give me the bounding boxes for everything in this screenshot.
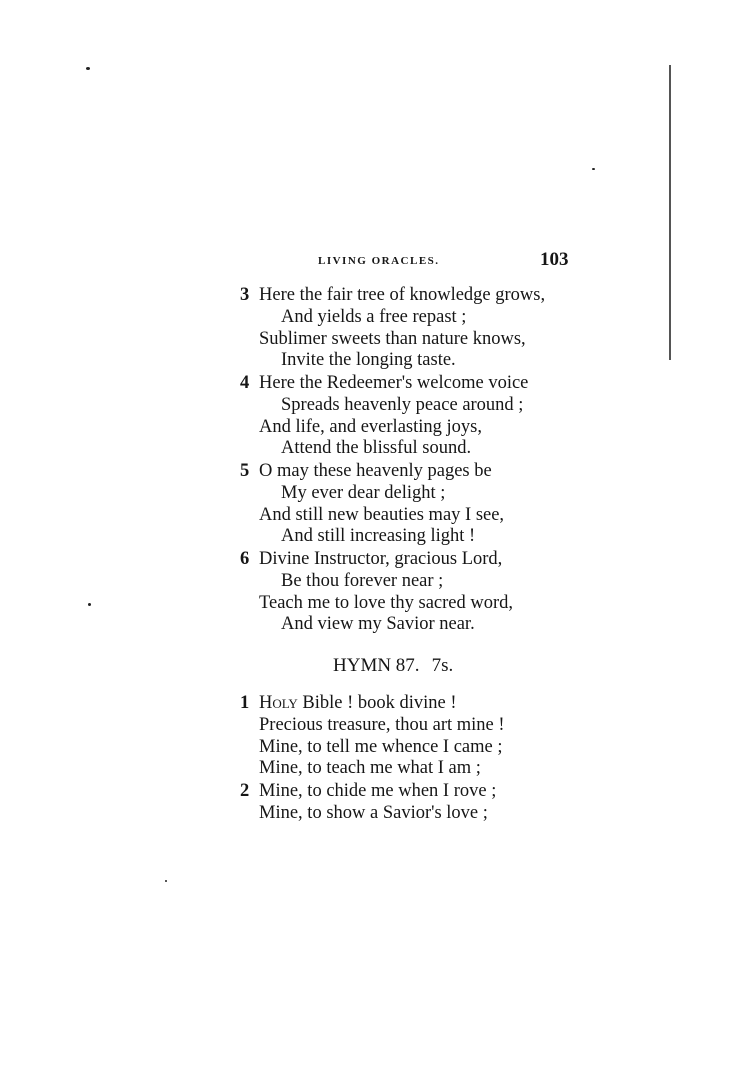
ink-speck [88, 603, 91, 606]
verse-line: Divine Instructor, gracious Lord, [259, 549, 503, 569]
ink-speck [592, 168, 595, 170]
verse-line: And still new beauties may I see, [259, 504, 505, 525]
hymn-meter: 7s. [431, 655, 454, 676]
verse-line: Spreads heavenly peace around ; [281, 394, 524, 415]
verse-line: Mine, to show a Savior's love ; [259, 802, 488, 823]
verse-line: O may these heavenly pages be [259, 461, 492, 481]
page-number: 103 [540, 249, 569, 270]
verse-line: Mine, to tell me whence I came ; [259, 736, 503, 757]
stanza-number: 2 [240, 781, 250, 801]
verse-line: And view my Savior near. [281, 614, 475, 635]
verse-line: And yields a free repast ; [281, 306, 467, 327]
verse-line: Mine, to chide me when I rove ; [259, 781, 497, 801]
stanza-6 [240, 549, 600, 636]
stanza-3 [240, 285, 600, 372]
page-edge-shadow [669, 65, 671, 360]
verse-line: Attend the blissful sound. [281, 438, 472, 459]
stanza-number: 3 [240, 285, 250, 305]
ink-speck [165, 880, 167, 882]
running-title: LIVING ORACLES. [318, 255, 440, 267]
first-word: Holy [259, 693, 298, 713]
verse-line: Here the Redeemer's welcome voice [259, 373, 529, 393]
stanza-number: 4 [240, 373, 250, 393]
hymn-87-stanza-2 [240, 781, 600, 825]
verse-line-rest: Bible ! book divine ! [297, 693, 457, 713]
verse-line: Here the fair tree of knowledge grows, [259, 285, 546, 305]
stanza-number: 6 [240, 549, 250, 569]
stanza-number: 1 [240, 693, 250, 713]
verse-line: Precious treasure, thou art mine ! [259, 714, 505, 735]
hymn-87-stanza-1 [240, 693, 600, 780]
verse-line: My ever dear delight ; [281, 482, 446, 503]
running-head [318, 250, 578, 274]
verse-line: Sublimer sweets than nature knows, [259, 328, 526, 349]
ink-speck [86, 67, 90, 70]
verse-line: And life, and everlasting joys, [259, 416, 482, 437]
verse-line: Be thou forever near ; [281, 570, 444, 591]
stanza-5 [240, 461, 600, 548]
hymn-title: HYMN 87. [333, 655, 420, 676]
hymn-heading [333, 655, 453, 677]
verse-line: Invite the longing taste. [281, 350, 456, 371]
verse-line [240, 693, 600, 715]
verse-line: Mine, to teach me what I am ; [259, 758, 481, 779]
stanza-4 [240, 373, 600, 460]
stanza-number: 5 [240, 461, 250, 481]
verse-line: Teach me to love thy sacred word, [259, 592, 514, 613]
verse-line: And still increasing light ! [281, 526, 476, 547]
